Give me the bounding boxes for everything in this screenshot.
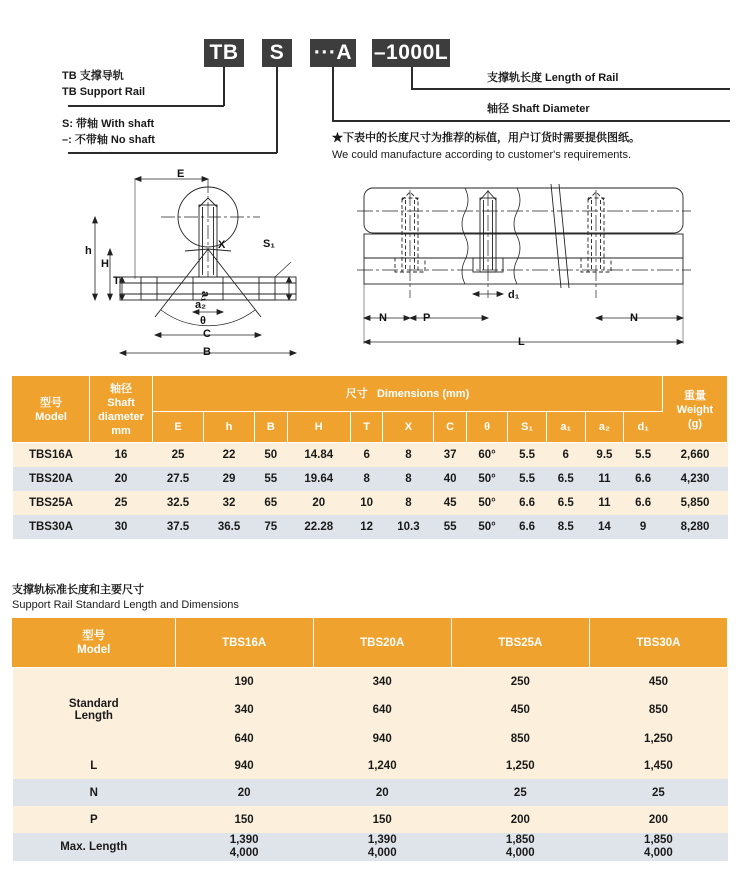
cell-tbs25a: 250 <box>451 668 589 696</box>
cell-tbs16a: 1,390 4,000 <box>175 833 313 861</box>
cell-h: 29 <box>204 467 255 491</box>
table-row <box>13 833 728 861</box>
cell-a1: 6.5 <box>546 467 585 491</box>
dim-label-c: C <box>203 328 211 340</box>
dim-label-p: P <box>423 312 431 324</box>
cell-H: 22.28 <box>287 515 350 539</box>
cell-C: 40 <box>434 467 466 491</box>
col-dim-theta: θ <box>466 412 507 443</box>
length-header-row <box>13 619 728 668</box>
cell-a2: 11 <box>585 491 624 515</box>
cell-tbs30a: 25 <box>589 779 727 806</box>
cell-X: 8 <box>383 467 434 491</box>
cell-h: 32 <box>204 491 255 515</box>
col-model <box>13 377 90 443</box>
col-weight-unit: (g) <box>687 417 703 430</box>
table-row <box>13 443 728 468</box>
cell-shaft: 25 <box>90 491 153 515</box>
cell-weight: 2,660 <box>663 443 728 468</box>
dim-label-t: T <box>113 275 120 287</box>
col-dim-B: B <box>255 412 287 443</box>
cell-tbs20a: 640 <box>313 695 451 725</box>
cell-theta: 50° <box>466 467 507 491</box>
cell-tbs30a: 1,850 4,000 <box>589 833 727 861</box>
cell-C: 55 <box>434 515 466 539</box>
col-dim-C: C <box>434 412 466 443</box>
label-tb-support-rail-cn: TB 支撑导轨 <box>62 70 124 82</box>
table-row <box>13 806 728 833</box>
cell-a1: 6.5 <box>546 491 585 515</box>
code-box-length: –1000L <box>372 39 450 67</box>
cell-tbs25a: 200 <box>451 806 589 833</box>
row-label-n: N <box>13 779 176 806</box>
leader-line-tb-horizontal <box>68 105 224 107</box>
cell-tbs30a: 450 <box>589 668 727 696</box>
cell-theta: 60° <box>466 443 507 468</box>
cell-T: 6 <box>350 443 382 468</box>
table-row <box>13 491 728 515</box>
col-model-cn: 型号 <box>82 630 106 642</box>
cell-tbs25a: 850 <box>451 725 589 752</box>
cell-B: 65 <box>255 491 287 515</box>
dim-label-n-left: N <box>379 312 387 324</box>
row-label-max-length: Max. Length <box>13 833 176 861</box>
col-tbs20a: TBS20A <box>313 619 451 668</box>
length-table-body <box>13 668 728 862</box>
cell-H: 19.64 <box>287 467 350 491</box>
label-shaft-diameter: 轴径 Shaft Diameter <box>487 103 590 115</box>
cell-model: TBS16A <box>13 443 90 468</box>
leader-line-length-vertical <box>411 67 413 89</box>
label-tb-support-rail-en: TB Support Rail <box>62 86 146 98</box>
side-view-drawing <box>345 170 735 360</box>
cross-section-drawing <box>75 165 375 365</box>
col-model-cn: 型号 <box>40 396 62 409</box>
dim-label-hh: H <box>101 258 109 270</box>
table-row <box>13 779 728 806</box>
cell-a1: 8.5 <box>546 515 585 539</box>
dim-label-theta: θ <box>200 315 206 327</box>
technical-drawings <box>0 165 740 365</box>
dim-label-e: E <box>177 168 185 180</box>
cell-tbs16a: 940 <box>175 752 313 779</box>
cell-S1: 5.5 <box>508 443 547 468</box>
cell-tbs25a: 25 <box>451 779 589 806</box>
col-weight-en: Weight <box>676 403 714 416</box>
row-label-p: P <box>13 806 176 833</box>
row-label-l: L <box>13 752 176 779</box>
length-table-title <box>12 583 239 613</box>
row-label-standard-length <box>13 695 176 725</box>
cell-a2: 11 <box>585 467 624 491</box>
dim-label-b: B <box>203 346 211 358</box>
cell-model: TBS20A <box>13 467 90 491</box>
length-table-head <box>13 619 728 668</box>
dim-label-d1: d₁ <box>508 289 520 301</box>
cell-weight: 8,280 <box>663 515 728 539</box>
cell-tbs16a: 340 <box>175 695 313 725</box>
table-row <box>13 467 728 491</box>
cell-tbs20a: 150 <box>313 806 451 833</box>
cell-tbs16a: 190 <box>175 668 313 696</box>
cell-C: 37 <box>434 443 466 468</box>
model-designation-block <box>0 0 740 170</box>
col-model-en: Model <box>77 644 111 656</box>
row-label-line1: Standard <box>68 698 119 710</box>
table-row <box>13 725 728 752</box>
code-box-tb: TB <box>204 39 244 67</box>
cell-X: 10.3 <box>383 515 434 539</box>
cell-S1: 6.6 <box>508 515 547 539</box>
dim-label-x: X <box>218 239 226 251</box>
cell-a1: 6 <box>546 443 585 468</box>
cell-weight: 5,850 <box>663 491 728 515</box>
cell-tbs20a: 340 <box>313 668 451 696</box>
cell-T: 8 <box>350 467 382 491</box>
col-weight-cn: 重量 <box>684 389 706 402</box>
col-tbs25a: TBS25A <box>451 619 589 668</box>
dim-label-h: h <box>85 245 92 257</box>
cell-T: 10 <box>350 491 382 515</box>
code-box-type: ···A <box>310 39 356 67</box>
col-shaft-diameter <box>90 377 153 443</box>
col-dim-a1: a₁ <box>546 412 585 443</box>
col-dim-h: h <box>204 412 255 443</box>
cell-H: 14.84 <box>287 443 350 468</box>
length-table-title-cn: 支撑轨标准长度和主要尺寸 <box>12 584 144 596</box>
col-shaft-en: Shaft <box>107 396 135 409</box>
col-weight <box>663 377 728 443</box>
cell-tbs30a: 200 <box>589 806 727 833</box>
col-model-en: Model <box>35 410 67 423</box>
cell-tbs20a: 1,390 4,000 <box>313 833 451 861</box>
dim-label-s1: S₁ <box>263 238 275 250</box>
col-dim-a2: a₂ <box>585 412 624 443</box>
standard-length-table <box>12 618 728 861</box>
leader-line-s-vertical <box>276 67 278 153</box>
cell-theta: 50° <box>466 491 507 515</box>
cell-weight: 4,230 <box>663 467 728 491</box>
cell-H: 20 <box>287 491 350 515</box>
label-length-of-rail: 支撑轨长度 Length of Rail <box>487 72 619 84</box>
cell-tbs25a: 1,850 4,000 <box>451 833 589 861</box>
cell-shaft: 16 <box>90 443 153 468</box>
cell-tbs25a: 450 <box>451 695 589 725</box>
spec-table-body <box>13 443 728 540</box>
col-dim-H: H <box>287 412 350 443</box>
table-row <box>13 695 728 725</box>
leader-line-tb-vertical <box>223 67 225 106</box>
cell-tbs20a: 1,240 <box>313 752 451 779</box>
cell-S1: 6.6 <box>508 491 547 515</box>
cell-X: 8 <box>383 491 434 515</box>
cell-model: TBS25A <box>13 491 90 515</box>
col-dim-E: E <box>153 412 204 443</box>
cell-B: 75 <box>255 515 287 539</box>
row-label <box>13 668 176 696</box>
dim-label-l: L <box>518 336 525 348</box>
col-dim-T: T <box>350 412 382 443</box>
leader-line-a-vertical <box>332 67 334 121</box>
col-group-dimensions <box>153 377 663 412</box>
cell-X: 8 <box>383 443 434 468</box>
col-model <box>13 619 176 668</box>
cell-E: 32.5 <box>153 491 204 515</box>
cell-d1: 5.5 <box>624 443 663 468</box>
cell-E: 27.5 <box>153 467 204 491</box>
dims-cn: 尺寸 <box>345 387 368 400</box>
cell-tbs30a: 1,450 <box>589 752 727 779</box>
table-row <box>13 515 728 539</box>
cell-E: 25 <box>153 443 204 468</box>
cell-d1: 6.6 <box>624 491 663 515</box>
spec-table-head <box>13 377 728 443</box>
label-with-shaft: S: 带轴 With shaft <box>62 118 155 130</box>
dims-en: Dimensions (mm) <box>376 387 470 400</box>
cell-S1: 5.5 <box>508 467 547 491</box>
col-shaft-cn: 轴径 <box>110 382 132 395</box>
col-shaft-en2: diameter <box>98 410 144 423</box>
dim-label-a1: a₁ <box>199 291 211 302</box>
cell-tbs16a: 20 <box>175 779 313 806</box>
cell-tbs16a: 150 <box>175 806 313 833</box>
cell-tbs25a: 1,250 <box>451 752 589 779</box>
cell-h: 36.5 <box>204 515 255 539</box>
row-label <box>13 725 176 752</box>
cell-model: TBS30A <box>13 515 90 539</box>
row-label-line2: Length <box>74 710 113 722</box>
label-no-shaft: –: 不带轴 No shaft <box>62 134 155 146</box>
cell-theta: 50° <box>466 515 507 539</box>
length-table-title-en: Support Rail Standard Length and Dimensions <box>12 599 239 611</box>
cell-d1: 6.6 <box>624 467 663 491</box>
cell-tbs16a: 640 <box>175 725 313 752</box>
cell-d1: 9 <box>624 515 663 539</box>
dim-label-a2: a₂ <box>195 299 207 311</box>
col-dim-X: X <box>383 412 434 443</box>
cell-E: 37.5 <box>153 515 204 539</box>
col-tbs16a: TBS16A <box>175 619 313 668</box>
cell-h: 22 <box>204 443 255 468</box>
cell-shaft: 30 <box>90 515 153 539</box>
col-dim-S1: S₁ <box>508 412 547 443</box>
cell-a2: 9.5 <box>585 443 624 468</box>
cell-tbs20a: 940 <box>313 725 451 752</box>
note-cn: ★下表中的长度尺寸为推荐的标值，用户订货时需要提供图纸。 <box>332 132 640 144</box>
col-dim-d1: d₁ <box>624 412 663 443</box>
specifications-table <box>12 376 728 539</box>
cell-shaft: 20 <box>90 467 153 491</box>
leader-line-a-horizontal <box>332 120 730 122</box>
cell-tbs30a: 1,250 <box>589 725 727 752</box>
spec-header-row-1 <box>13 377 728 412</box>
col-shaft-unit: mm <box>111 424 131 437</box>
leader-line-length-horizontal <box>411 88 730 90</box>
cell-B: 50 <box>255 443 287 468</box>
cell-tbs20a: 20 <box>313 779 451 806</box>
cell-C: 45 <box>434 491 466 515</box>
leader-line-s-horizontal <box>68 152 277 154</box>
code-box-shaft: S <box>262 39 292 67</box>
table-row <box>13 668 728 696</box>
cell-B: 55 <box>255 467 287 491</box>
cell-a2: 14 <box>585 515 624 539</box>
note-en: We could manufacture according to customer's requirements. <box>332 149 632 161</box>
cell-T: 12 <box>350 515 382 539</box>
table-row <box>13 752 728 779</box>
cell-tbs30a: 850 <box>589 695 727 725</box>
dim-label-n-right: N <box>630 312 638 324</box>
col-tbs30a: TBS30A <box>589 619 727 668</box>
